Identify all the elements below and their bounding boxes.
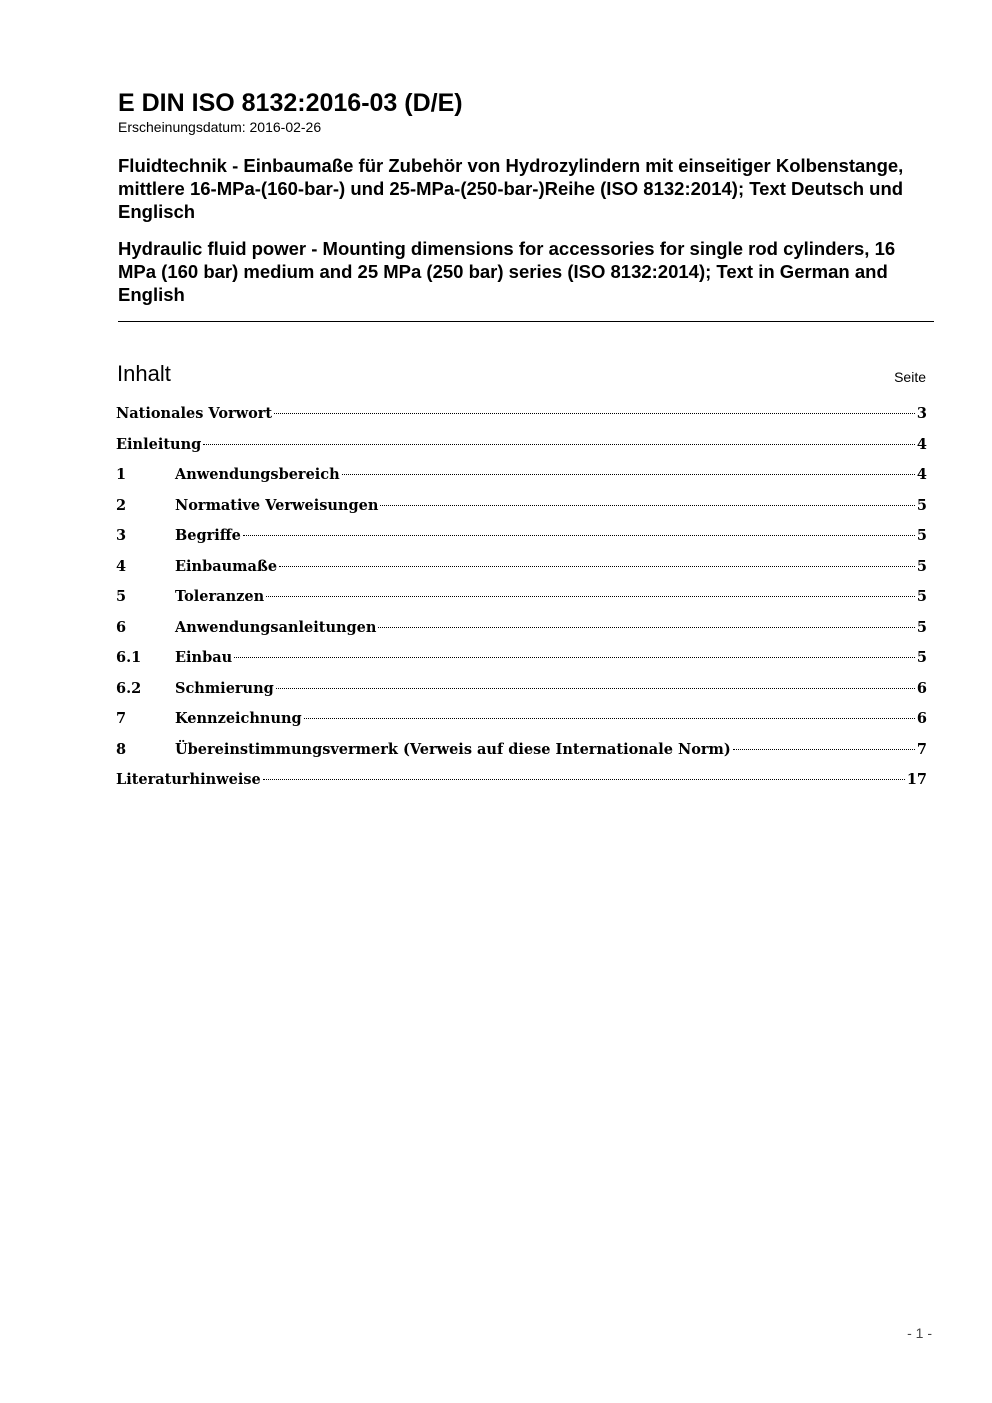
- toc-entry-page: 17: [906, 771, 927, 788]
- toc-entry-nationales-vorwort[interactable]: [116, 403, 927, 434]
- toc-entry-page: 5: [916, 588, 927, 605]
- toc-entry-number: 3: [116, 527, 127, 544]
- toc-entry-literaturhinweise[interactable]: [116, 769, 927, 800]
- toc-entry-2[interactable]: [116, 495, 927, 526]
- toc-entry-page: 5: [916, 527, 927, 544]
- toc-entry-einleitung[interactable]: [116, 434, 927, 465]
- toc-entry-page: 4: [916, 466, 927, 483]
- title-german: Fluidtechnik - Einbaumaße für Zubehör von Hydrozylindern mit einseitiger Kolbenstange, mittlere 16-MPa-(160-bar-) und 25-MPa-(250-bar-)Reihe (ISO 8132:2014); Text Deutsch und Englisch: [118, 155, 904, 222]
- toc-entry-label: Begriffe: [175, 527, 241, 544]
- toc-dot-leader: [380, 505, 915, 506]
- toc-dot-leader: [276, 688, 915, 689]
- toc-entry-7[interactable]: [116, 708, 927, 739]
- toc-entry-page: 6: [916, 710, 927, 727]
- toc-dot-leader: [733, 749, 915, 750]
- toc-entry-number: 5: [116, 588, 127, 605]
- toc-dot-leader: [243, 535, 915, 536]
- toc-entry-page: 7: [916, 740, 927, 758]
- toc-entry-number: 6: [116, 618, 127, 636]
- toc-entry-page: 5: [916, 496, 927, 514]
- toc-entry-label: Normative Verweisungen: [175, 496, 379, 514]
- toc-dot-leader: [234, 657, 915, 658]
- toc-entry-8[interactable]: [116, 739, 927, 770]
- toc-entry-label: Einbau: [175, 649, 233, 666]
- toc-entry-page: 5: [916, 618, 927, 636]
- toc-dot-leader: [378, 627, 914, 628]
- toc-entry-number: 1: [116, 466, 127, 483]
- toc-entry-page: 6: [916, 679, 927, 697]
- toc-entry-6-1[interactable]: [116, 647, 927, 678]
- toc-heading: Inhalt: [117, 361, 171, 386]
- toc-entry-number: 4: [116, 557, 127, 575]
- document-title: E DIN ISO 8132:2016-03 (D/E): [118, 89, 463, 117]
- toc-entry-number: 7: [116, 710, 127, 727]
- toc-header: [117, 360, 926, 390]
- toc-entry-label: Literaturhinweise: [116, 771, 261, 788]
- toc-entry-label: Anwendungsanleitungen: [175, 618, 377, 636]
- toc-entry-label: Einleitung: [116, 435, 202, 453]
- toc-entry-page: 3: [916, 405, 927, 422]
- toc-dot-leader: [342, 474, 915, 475]
- toc-entry-label: Toleranzen: [175, 588, 265, 605]
- toc-entry-page: 4: [916, 435, 927, 453]
- toc-entry-4[interactable]: [116, 556, 927, 587]
- toc-entry-number: 2: [116, 496, 127, 514]
- toc-entry-number: 6.1: [116, 649, 142, 666]
- toc-page-label: Seite: [894, 369, 926, 385]
- toc-entry-label: Kennzeichnung: [175, 710, 302, 727]
- toc-dot-leader: [203, 444, 915, 445]
- toc-entry-6-2[interactable]: [116, 678, 927, 709]
- toc-dot-leader: [304, 718, 915, 719]
- toc-dot-leader: [266, 596, 915, 597]
- toc-entry-label: Nationales Vorwort: [116, 405, 273, 422]
- toc-entry-1[interactable]: [116, 464, 927, 495]
- publication-date: Erscheinungsdatum: 2016-02-26: [118, 119, 322, 135]
- toc-dot-leader: [274, 413, 915, 414]
- toc-entry-6[interactable]: [116, 617, 927, 648]
- page-number: - 1 -: [907, 1325, 932, 1341]
- toc-entry-label: Einbaumaße: [175, 557, 278, 575]
- toc-dot-leader: [263, 779, 905, 780]
- toc-dot-leader: [279, 566, 915, 567]
- toc-entry-number: 6.2: [116, 679, 142, 697]
- table-of-contents: [116, 403, 927, 800]
- document-header: [118, 88, 934, 306]
- toc-entry-label: Anwendungsbereich: [175, 466, 340, 483]
- toc-entry-label: Übereinstimmungsvermerk (Verweis auf diese Internationale Norm): [175, 740, 731, 758]
- toc-entry-3[interactable]: [116, 525, 927, 556]
- toc-entry-5[interactable]: [116, 586, 927, 617]
- toc-entry-page: 5: [916, 649, 927, 666]
- header-divider: [118, 321, 934, 322]
- toc-entry-page: 5: [916, 557, 927, 575]
- toc-entry-label: Schmierung: [175, 679, 274, 697]
- title-english: Hydraulic fluid power - Mounting dimensions for accessories for single rod cylinders, 16 MPa (160 bar) medium and 25 MPa (250 bar) series (ISO 8132:2014); Text in German and English: [118, 238, 896, 305]
- toc-entry-number: 8: [116, 740, 127, 758]
